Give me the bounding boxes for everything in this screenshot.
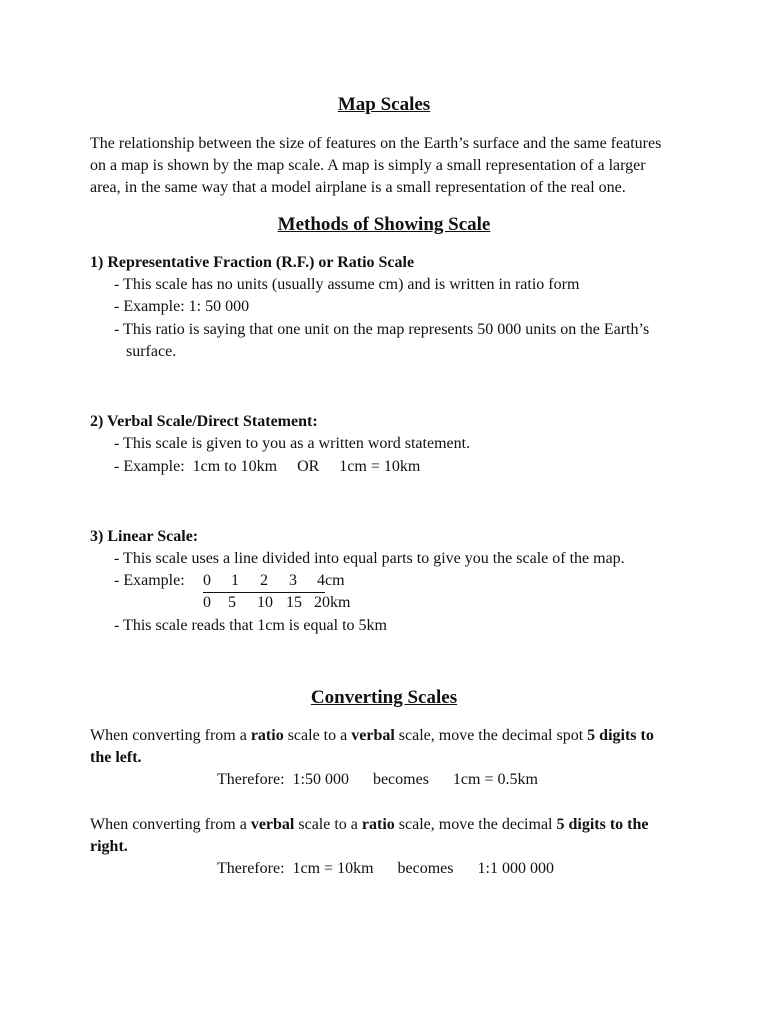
scale-top-tick: 4 (317, 572, 325, 589)
converting-heading: Converting Scales (310, 687, 458, 708)
convert-example-1: Therefore: 1:50 000 becomes 1cm = 0.5km (217, 771, 538, 788)
rf-bullet-1: - This scale has no units (usually assume cm) and is written in ratio form (114, 276, 580, 293)
intro-line-3: area, in the same way that a model airplane is a small representation of the real one. (90, 179, 626, 196)
convert-example-2: Therefore: 1cm = 10km becomes 1:1 000 000 (217, 860, 554, 877)
intro-line-2: on a map is shown by the map scale. A map is simply a small representation of a larger (90, 157, 646, 174)
scale-top-tick: 0 (203, 572, 211, 589)
linear-title: 3) Linear Scale: (90, 528, 199, 545)
scale-bottom-tick: 10 (257, 594, 273, 611)
linear-bullet-3: - This scale reads that 1cm is equal to 5km (114, 617, 387, 634)
linear-example-label: - Example: (114, 572, 185, 589)
convert-ratio-to-verbal-end: the left. (90, 749, 142, 766)
scale-top-unit: cm (325, 572, 345, 589)
scale-bottom-unit: km (330, 594, 351, 611)
methods-heading: Methods of Showing Scale (277, 214, 491, 235)
rf-bullet-3b: surface. (126, 343, 177, 360)
rf-title: 1) Representative Fraction (R.F.) or Ratio Scale (90, 254, 415, 271)
convert-verbal-to-ratio: When converting from a verbal scale to a ratio scale, move the decimal 5 digits to the (90, 816, 649, 833)
scale-top-tick: 3 (289, 572, 297, 589)
verbal-title: 2) Verbal Scale/Direct Statement: (90, 413, 318, 430)
rf-bullet-2: - Example: 1: 50 000 (114, 298, 250, 315)
scale-bottom-tick: 20 (314, 594, 330, 611)
convert-verbal-to-ratio-end: right. (90, 838, 128, 855)
convert-ratio-to-verbal: When converting from a ratio scale to a verbal scale, move the decimal spot 5 digits to (90, 727, 654, 744)
linear-bullet-1: - This scale uses a line divided into equal parts to give you the scale of the map. (114, 550, 625, 567)
intro-line-1: The relationship between the size of features on the Earth’s surface and the same features (90, 135, 662, 152)
scale-bottom-tick: 0 (203, 594, 211, 611)
scale-top-tick: 1 (231, 572, 239, 589)
scale-bottom-tick: 15 (286, 594, 302, 611)
scale-top-tick: 2 (260, 572, 268, 589)
verbal-bullet-2: - Example: 1cm to 10km OR 1cm = 10km (114, 458, 421, 475)
scale-bottom-tick: 5 (228, 594, 236, 611)
page-title: Map Scales (337, 94, 431, 115)
verbal-bullet-1: - This scale is given to you as a written word statement. (114, 435, 471, 452)
rf-bullet-3a: - This ratio is saying that one unit on the map represents 50 000 units on the Earth’s (114, 321, 650, 338)
